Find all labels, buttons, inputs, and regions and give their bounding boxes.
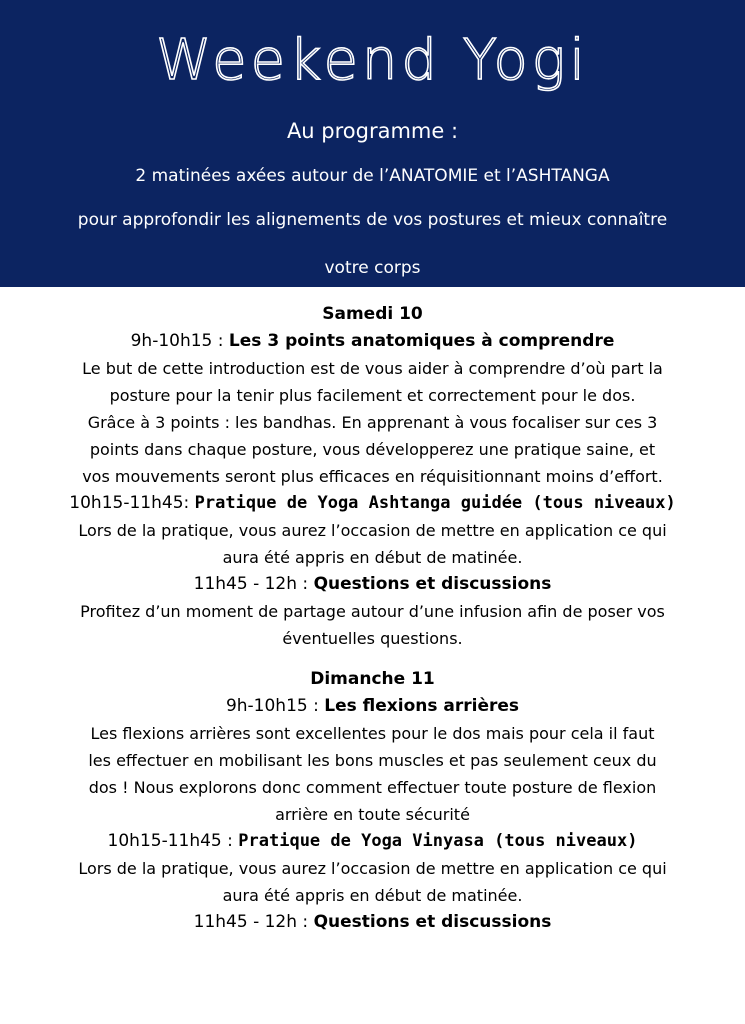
program-subtitle: Au programme : xyxy=(286,119,459,143)
description-line: arrière en toute sécurité xyxy=(275,805,470,824)
day-heading-sunday: Dimanche 11 xyxy=(310,669,435,689)
description-line: éventuelles questions. xyxy=(282,629,463,648)
schedule-item xyxy=(0,490,745,517)
description-line: Grâce à 3 points : les bandhas. En apprenant à vous focaliser sur ces 3 xyxy=(87,413,658,432)
schedule-item xyxy=(0,909,745,936)
schedule-topic: Questions et discussions xyxy=(313,574,552,594)
description-line: Le but de cette introduction est de vous aider à comprendre d’où part la xyxy=(82,359,663,378)
schedule-time: 9h-10h15 : xyxy=(225,696,319,716)
schedule-topic: Questions et discussions xyxy=(313,912,552,932)
schedule-item xyxy=(0,328,745,355)
schedule-time: 11h45 - 12h : xyxy=(193,912,309,932)
description-line: Profitez d’un moment de partage autour d’une infusion afin de poser vos xyxy=(80,602,665,621)
schedule-time: 10h15-11h45 : xyxy=(107,831,233,851)
page-title: Weekend Yogi xyxy=(156,28,589,93)
description-line: points dans chaque posture, vous développerez une pratique saine, et xyxy=(89,440,656,459)
description-line: les effectuer en mobilisant les bons muscles et pas seulement ceux du xyxy=(88,751,657,770)
schedule-time: 10h15-11h45: xyxy=(69,493,190,513)
schedule-time: 11h45 - 12h : xyxy=(193,574,309,594)
schedule-time: 9h-10h15 : xyxy=(130,331,224,351)
header-banner xyxy=(0,0,745,287)
schedule-item xyxy=(0,571,745,598)
description-line: Lors de la pratique, vous aurez l’occasion de mettre en application ce qui xyxy=(78,521,667,540)
description-line: aura été appris en début de matinée. xyxy=(222,548,523,567)
description-line: Lors de la pratique, vous aurez l’occasion de mettre en application ce qui xyxy=(78,859,667,878)
intro-line-2: pour approfondir les alignements de vos postures et mieux connaître xyxy=(77,210,668,230)
description-line: dos ! Nous explorons donc comment effectuer toute posture de flexion xyxy=(88,778,657,797)
day-separator xyxy=(0,652,745,666)
description-line: aura été appris en début de matinée. xyxy=(222,886,523,905)
schedule xyxy=(0,287,745,936)
description-line: Les flexions arrières sont excellentes pour le dos mais pour cela il faut xyxy=(90,724,655,743)
schedule-item xyxy=(0,693,745,720)
schedule-topic: Pratique de Yoga Ashtanga guidée (tous niveaux) xyxy=(194,493,676,513)
schedule-item xyxy=(0,828,745,855)
day-heading-saturday: Samedi 10 xyxy=(322,304,423,324)
schedule-topic: Les flexions arrières xyxy=(324,696,520,716)
schedule-topic: Les 3 points anatomiques à comprendre xyxy=(228,331,615,351)
description-line: vos mouvements seront plus efficaces en réquisitionnant moins d’effort. xyxy=(82,467,663,486)
schedule-topic: Pratique de Yoga Vinyasa (tous niveaux) xyxy=(238,831,638,851)
intro-line-3: votre corps xyxy=(324,258,421,278)
intro-line-1: 2 matinées axées autour de l’ANATOMIE et l’ASHTANGA xyxy=(135,166,610,186)
description-line: posture pour la tenir plus facilement et correctement pour le dos. xyxy=(109,386,636,405)
